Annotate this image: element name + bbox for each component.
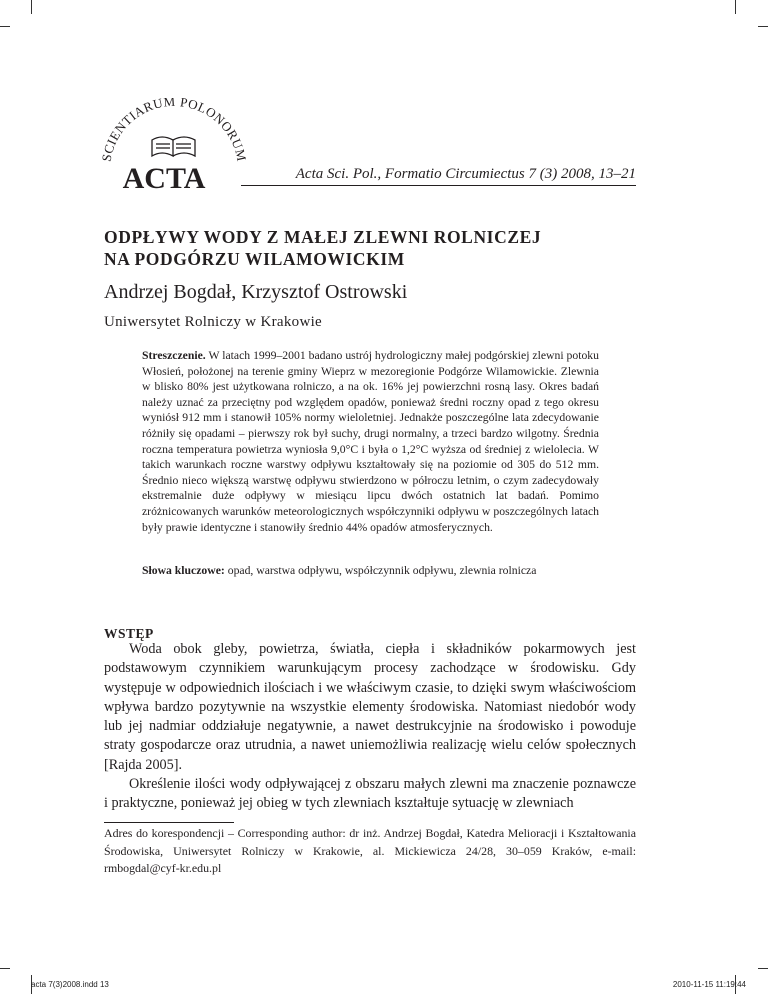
abstract bbox=[142, 348, 599, 535]
book-icon bbox=[152, 137, 195, 156]
keywords bbox=[142, 563, 642, 579]
title-line: NA PODGÓRZU WILAMOWICKIM bbox=[104, 249, 405, 269]
crop-mark bbox=[758, 26, 768, 27]
crop-mark bbox=[31, 0, 32, 14]
affiliation: Uniwersytet Rolniczy w Krakowie bbox=[104, 314, 322, 330]
crop-mark bbox=[0, 26, 10, 27]
logo-arc-text: SCIENTIARUM POLONORUM bbox=[100, 98, 250, 163]
crop-mark bbox=[735, 0, 736, 14]
paragraph: Woda obok gleby, powietrza, światła, ciepła i składników pokarmowych jest podstawowym czynnikiem warunkującym procesy zachodzące w środowisku. Gdy występuje w odpowiednich ilościach i we właściwym czasie, to dzięki swym właściwościom wpływa bardzo pozytywnie na wszystkie elementy środowiska. Natomiast niedobór wody lub jej nadmiar oddziałuje negatywnie, a nawet destrukcyjnie na środowisko i powoduje straty gospodarcze oraz utrudnia, a nawet uniemożliwia realizację wielu celów społecznych [Rajda 2005]. bbox=[104, 641, 636, 773]
title-line: ODPŁYWY WODY Z MAŁEJ ZLEWNI ROLNICZEJ bbox=[104, 227, 542, 247]
authors: Andrzej Bogdał, Krzysztof Ostrowski bbox=[104, 281, 408, 303]
abstract-text: W latach 1999–2001 badano ustrój hydrologiczny małej podgórskiej zlewni potoku Włosień, położonej na terenie gminy Wieprz w mezoregionie Podgórze Wilamowickie. Zlewnia w blisko 80% jest użytkowana rolniczo, a na ok. 16% jej powierzchni rosną lasy. Okres badań należy uznać za przeciętny pod względem opadów, ponieważ średni roczny opad z tego okresu wyniósł 912 mm i stanowił 105% normy wieloletniej. Jednakże poszczególne lata zdecydowanie różniły się opadami – pierwszy rok był suchy, drugi normalny, a trzeci bardzo wilgotny. Średnia roczna temperatura powietrza wyniosła 9,0°C i była o 1,2°C wyższa od średniej z wielolecia. W takich warunkach roczne warstwy odpływu kształtowały się na poziomie od 305 do 512 mm. Średnio nieco większą warstwę odpływu stwierdzono w półroczu letnim, o czym zadecydowały ekstremalnie duże odpływy w miesiącu lipcu dwóch ostatnich lat badań. Pomimo zróżnicowanych warunków meteorologicznych współczynniki odpływu w poszczególnych latach były prawie identyczne i stanowiły średnio 44% opadów atmosferycznych. bbox=[142, 349, 599, 534]
header-rule bbox=[241, 185, 636, 186]
print-slug-timestamp: 2010-11-15 11:19:44 bbox=[672, 980, 746, 989]
body-text bbox=[104, 640, 636, 814]
journal-citation: Acta Sci. Pol., Formatio Circumiectus 7 (3) 2008, 13–21 bbox=[295, 166, 636, 182]
paragraph: Określenie ilości wody odpływającej z obszaru małych zlewni ma znaczenie poznawcze i praktyczne, ponieważ jej obieg w tych zlewniach kształtuje sytuację w zlewniach bbox=[104, 776, 636, 812]
article-title bbox=[104, 226, 644, 270]
print-slug-file: acta 7(3)2008.indd 13 bbox=[31, 980, 109, 989]
crop-mark bbox=[0, 968, 10, 969]
logo-acta-word: ACTA bbox=[122, 162, 206, 192]
keywords-text: opad, warstwa odpływu, współczynnik odpływu, zlewnia rolnicza bbox=[224, 564, 537, 577]
abstract-label: Streszczenie. bbox=[142, 349, 206, 362]
logo-graphic bbox=[100, 98, 250, 192]
journal-logo bbox=[100, 98, 250, 192]
crop-mark bbox=[758, 968, 768, 969]
section-heading: WSTĘP bbox=[104, 626, 154, 641]
footnote-rule bbox=[104, 822, 234, 823]
keywords-label: Słowa kluczowe: bbox=[142, 564, 225, 577]
footnote: Adres do korespondencji – Corresponding author: dr inż. Andrzej Bogdał, Katedra Melioracji i Kształtowania Środowiska, Uniwersytet Rolniczy w Krakowie, al. Mickiewicza 24/28, 30–059 Kraków, e-mail: rmbogdal@cyf-kr.edu.pl bbox=[104, 826, 636, 875]
